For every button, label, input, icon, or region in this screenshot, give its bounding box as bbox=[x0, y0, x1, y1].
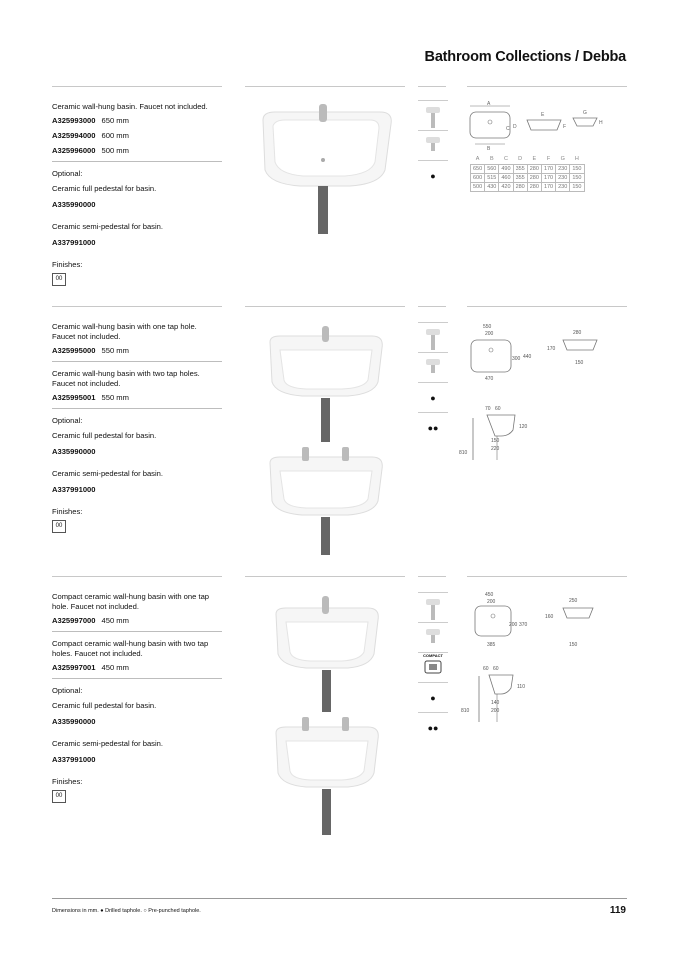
dim-label: 150 bbox=[491, 438, 500, 444]
dim-label: 150 bbox=[569, 642, 578, 648]
divider bbox=[418, 86, 446, 87]
thumbs-3 bbox=[418, 592, 448, 742]
dim-label: 60 bbox=[483, 666, 489, 672]
product-code: A325993000 bbox=[52, 116, 96, 125]
dim-cell: 280 bbox=[527, 173, 541, 182]
product-size: 450 mm bbox=[101, 663, 129, 672]
optional-label: Optional: bbox=[52, 686, 83, 695]
semi-pedestal-code: A337991000 bbox=[52, 238, 96, 247]
dim-header: B bbox=[489, 156, 494, 163]
dim-label: F bbox=[563, 124, 567, 130]
basin-drawing-2 bbox=[459, 320, 615, 460]
footer-prepunched: Pre-punched taphole. bbox=[148, 908, 201, 914]
dim-label: 470 bbox=[485, 376, 494, 382]
dim-label: 220 bbox=[491, 446, 500, 452]
divider bbox=[467, 306, 627, 307]
drilled-taphole-icon: ● bbox=[100, 908, 104, 914]
prepunched-taphole-icon: ○ bbox=[143, 908, 147, 914]
code-row bbox=[52, 116, 222, 126]
page-title: Bathroom Collections / Debba bbox=[424, 49, 626, 65]
product-desc: Ceramic wall-hung basin with two tap holes. Faucet not included. bbox=[52, 369, 200, 388]
semi-pedestal-thumb bbox=[418, 622, 448, 652]
product-code: A325997001 bbox=[52, 663, 96, 672]
finish-swatch: 00 bbox=[52, 273, 66, 286]
divider bbox=[52, 361, 222, 362]
product-desc: Compact ceramic wall-hung basin with one tap hole. Faucet not included. bbox=[52, 592, 210, 611]
dim-label: G bbox=[583, 110, 587, 116]
dim-label: E bbox=[541, 112, 545, 118]
footer-note bbox=[52, 908, 201, 914]
divider bbox=[52, 408, 222, 409]
dim-cell: 170 bbox=[541, 173, 555, 182]
dim-cell: 420 bbox=[499, 182, 513, 191]
dim-cell: 430 bbox=[485, 182, 499, 191]
dim-cell: 230 bbox=[556, 182, 570, 191]
divider bbox=[52, 161, 222, 162]
dim-label: 200 bbox=[491, 708, 500, 714]
dim-label: 385 bbox=[487, 642, 496, 648]
dimension-table bbox=[470, 155, 585, 192]
divider bbox=[52, 576, 222, 577]
finish-swatch: 00 bbox=[52, 790, 66, 803]
dim-label: 300 bbox=[512, 356, 521, 362]
dim-label: 250 bbox=[569, 598, 578, 604]
optional-label: Optional: bbox=[52, 416, 83, 425]
thumbs-1 bbox=[418, 100, 448, 190]
dim-cell: 355 bbox=[513, 173, 527, 182]
compact-label: COMPACT bbox=[423, 653, 443, 658]
semi-pedestal-code: A337991000 bbox=[52, 485, 96, 494]
dim-cell: 355 bbox=[513, 164, 527, 173]
dim-label: 200 bbox=[487, 599, 496, 605]
dim-label: 200 bbox=[485, 331, 494, 337]
product-size: 650 mm bbox=[101, 116, 129, 125]
pedestal-code: A335990000 bbox=[52, 447, 96, 456]
dim-label: A bbox=[487, 101, 491, 107]
finishes-label: Finishes: bbox=[52, 260, 83, 269]
divider bbox=[52, 306, 222, 307]
dim-header: C bbox=[503, 156, 508, 163]
footer-drilled: Drilled taphole. bbox=[105, 908, 142, 914]
dim-label: 170 bbox=[547, 346, 556, 352]
product-code: A325997000 bbox=[52, 616, 96, 625]
dim-label: 150 bbox=[575, 360, 584, 366]
dim-cell: 280 bbox=[527, 182, 541, 191]
dim-header: H bbox=[574, 156, 579, 163]
one-taphole-icon: ● bbox=[418, 682, 448, 712]
dim-label: 280 bbox=[573, 330, 582, 336]
dim-label: 120 bbox=[519, 424, 528, 430]
dim-label: 550 bbox=[483, 324, 492, 330]
semi-pedestal-desc: Ceramic semi-pedestal for basin. bbox=[52, 222, 163, 231]
code-row bbox=[52, 346, 222, 356]
product-desc: Compact ceramic wall-hung basin with two tap holes. Faucet not included. bbox=[52, 639, 209, 658]
divider bbox=[245, 306, 405, 307]
dim-label: 160 bbox=[545, 614, 554, 620]
footer-divider bbox=[52, 898, 627, 899]
full-pedestal-thumb bbox=[418, 592, 448, 622]
divider bbox=[418, 306, 446, 307]
dim-cell: 280 bbox=[527, 164, 541, 173]
finish-swatch: 00 bbox=[52, 520, 66, 533]
product-info-1 bbox=[52, 102, 222, 286]
dim-header: G bbox=[560, 156, 565, 163]
dim-row bbox=[471, 182, 585, 191]
dim-row bbox=[471, 164, 585, 173]
divider bbox=[467, 86, 627, 87]
compact-basin-photo-one-hole bbox=[268, 592, 388, 712]
dim-cell: 650 bbox=[471, 164, 485, 173]
basin-drawing-3 bbox=[461, 590, 615, 725]
dim-label: B bbox=[487, 146, 491, 152]
dim-label: 70 bbox=[485, 406, 491, 412]
compact-badge bbox=[418, 652, 448, 682]
dim-cell: 230 bbox=[556, 164, 570, 173]
finishes-label: Finishes: bbox=[52, 507, 83, 516]
footer-units: Dimensions in mm. bbox=[52, 908, 99, 914]
optional-label: Optional: bbox=[52, 169, 83, 178]
dim-label: D bbox=[513, 124, 517, 130]
dim-cell: 460 bbox=[499, 173, 513, 182]
code-row bbox=[52, 663, 222, 673]
basin-drawing-1 bbox=[465, 100, 605, 155]
semi-pedestal-thumb bbox=[418, 130, 448, 160]
semi-pedestal-thumb bbox=[418, 352, 448, 382]
product-code: A325994000 bbox=[52, 131, 96, 140]
dim-label: 60 bbox=[493, 666, 499, 672]
dim-cell: 170 bbox=[541, 182, 555, 191]
drilled-taphole-icon: ● bbox=[418, 160, 448, 190]
dim-header: F bbox=[546, 156, 551, 163]
full-pedestal-thumb bbox=[418, 100, 448, 130]
dim-header: A bbox=[475, 156, 480, 163]
dim-label: 60 bbox=[495, 406, 501, 412]
code-row bbox=[52, 393, 222, 403]
dim-cell: 150 bbox=[570, 173, 584, 182]
dim-header: E bbox=[532, 156, 537, 163]
basin-photo-one-hole bbox=[262, 322, 392, 442]
product-size: 550 mm bbox=[101, 346, 129, 355]
basin-photo-two-holes bbox=[262, 445, 392, 555]
product-desc: Ceramic wall-hung basin with one tap hole. Faucet not included. bbox=[52, 322, 197, 341]
pedestal-code: A335990000 bbox=[52, 717, 96, 726]
compact-basin-photo-two-holes bbox=[268, 715, 388, 835]
product-code: A325995001 bbox=[52, 393, 96, 402]
pedestal-desc: Ceramic full pedestal for basin. bbox=[52, 701, 157, 710]
dim-cell: 170 bbox=[541, 164, 555, 173]
dim-label: 370 bbox=[519, 622, 528, 628]
dim-cell: 490 bbox=[499, 164, 513, 173]
dim-label: 140 bbox=[491, 700, 500, 706]
dim-label: H bbox=[599, 120, 603, 126]
thumbs-2 bbox=[418, 322, 448, 442]
one-taphole-icon: ● bbox=[418, 382, 448, 412]
dim-cell: 280 bbox=[513, 182, 527, 191]
divider bbox=[52, 631, 222, 632]
product-code: A325996000 bbox=[52, 146, 96, 155]
two-tapholes-icon: ●● bbox=[418, 712, 448, 742]
dim-cell: 150 bbox=[570, 182, 584, 191]
semi-pedestal-code: A337991000 bbox=[52, 755, 96, 764]
divider bbox=[245, 576, 405, 577]
dim-cell: 560 bbox=[485, 164, 499, 173]
basin-photo bbox=[255, 100, 405, 235]
semi-pedestal-desc: Ceramic semi-pedestal for basin. bbox=[52, 469, 163, 478]
pedestal-desc: Ceramic full pedestal for basin. bbox=[52, 431, 157, 440]
dim-label: 440 bbox=[523, 354, 532, 360]
dim-header: D bbox=[518, 156, 523, 163]
divider bbox=[52, 678, 222, 679]
product-desc: Ceramic wall-hung basin. Faucet not included. bbox=[52, 102, 208, 111]
semi-pedestal-desc: Ceramic semi-pedestal for basin. bbox=[52, 739, 163, 748]
pedestal-desc: Ceramic full pedestal for basin. bbox=[52, 184, 157, 193]
dim-label: 810 bbox=[459, 450, 468, 456]
divider bbox=[418, 576, 446, 577]
code-row bbox=[52, 146, 222, 156]
two-tapholes-icon: ●● bbox=[418, 412, 448, 442]
dim-cell: 230 bbox=[556, 173, 570, 182]
product-code: A325995000 bbox=[52, 346, 96, 355]
code-row bbox=[52, 616, 222, 626]
dim-label: 450 bbox=[485, 592, 494, 598]
dim-label: 810 bbox=[461, 708, 470, 714]
dim-row bbox=[471, 173, 585, 182]
product-size: 500 mm bbox=[101, 146, 129, 155]
product-info-2 bbox=[52, 322, 222, 533]
dim-label: 200 bbox=[509, 622, 518, 628]
divider bbox=[52, 86, 222, 87]
product-size: 600 mm bbox=[101, 131, 129, 140]
page-number: 119 bbox=[609, 905, 626, 916]
product-info-3 bbox=[52, 592, 222, 803]
dim-label: C bbox=[506, 126, 510, 132]
dim-cell: 500 bbox=[471, 182, 485, 191]
divider bbox=[467, 576, 627, 577]
finishes-label: Finishes: bbox=[52, 777, 83, 786]
full-pedestal-thumb bbox=[418, 322, 448, 352]
product-size: 450 mm bbox=[101, 616, 129, 625]
code-row bbox=[52, 131, 222, 141]
dim-cell: 515 bbox=[485, 173, 499, 182]
pedestal-code: A335990000 bbox=[52, 200, 96, 209]
product-size: 550 mm bbox=[101, 393, 129, 402]
dim-cell: 600 bbox=[471, 173, 485, 182]
divider bbox=[245, 86, 405, 87]
dim-cell: 150 bbox=[570, 164, 584, 173]
dim-label: 110 bbox=[517, 684, 525, 690]
